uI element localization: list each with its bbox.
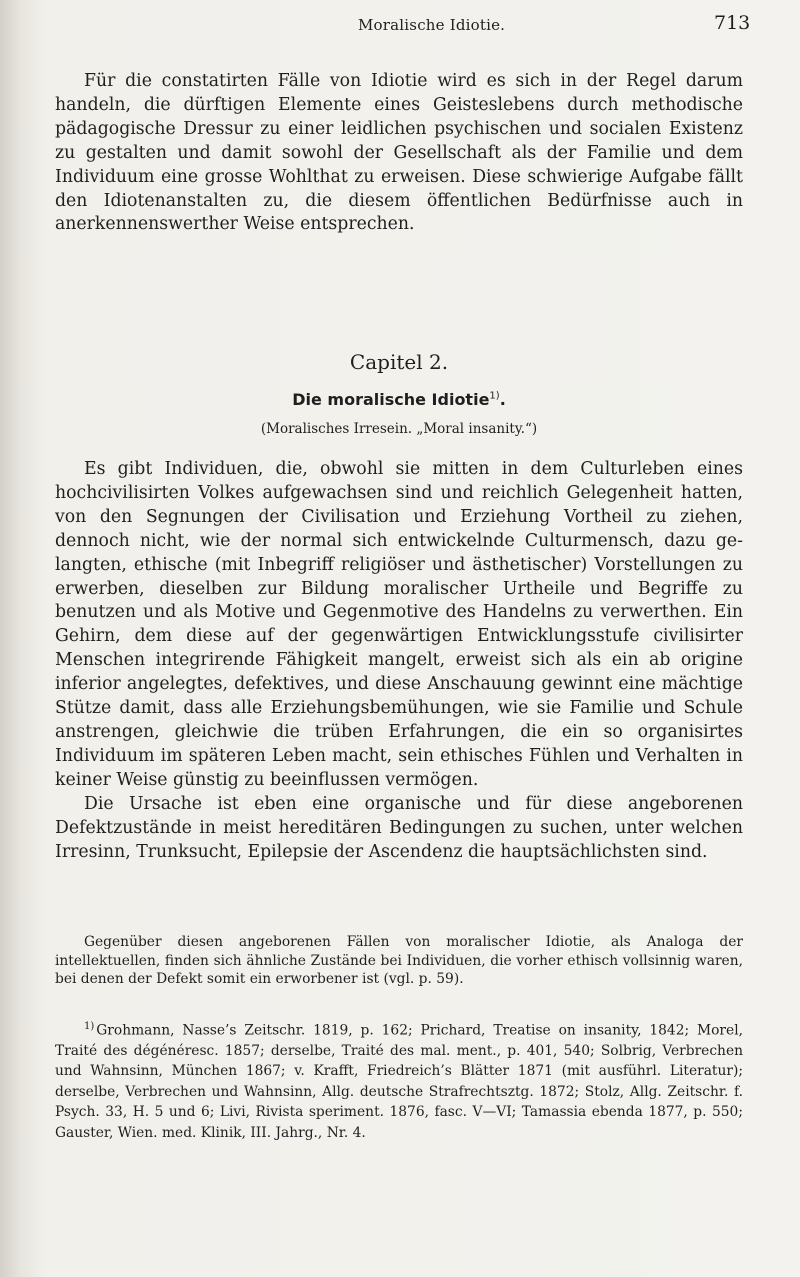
chapter-title-text: Die moralische Idiotie — [292, 390, 490, 409]
running-title: Moralische Idiotie. — [358, 16, 506, 34]
chapter-title: Die moralische Idiotie$^{1)}$. — [292, 390, 506, 409]
footnote-marker: 1) — [84, 1021, 95, 1032]
note-paragraph: Gegenüber diesen angeborenen Fällen von moralischer Idiotie, als Analoga der intellektuellen, finden sich ähnliche Zustände bei Individuen, die vorher ethisch vollsinnig waren, bei denen der Defekt somit ein erworbener ist (vgl. p. 59). — [55, 934, 743, 988]
main-section — [55, 458, 743, 864]
chapter-footnote-ref: 1) — [489, 390, 500, 402]
intro-section — [55, 70, 743, 237]
footnote-paragraph — [55, 1017, 743, 1143]
chapter-heading — [55, 350, 743, 437]
page-header — [0, 10, 800, 40]
intro-paragraph: Für die constatirten Fälle von Idiotie wird es sich in der Regel darum handeln, die dürftigen Elemente eines Geisteslebens durch methodische pädagogische Dressur zu einer leidlichen psychischen und socialen Existenz zu gestalten und damit sowohl der Gesellschaft als der Familie und dem Individuum eine grosse Wohlthat zu erweisen. Diese schwierige Aufgabe fällt den Idiotenanstalten zu, die diesem öffentlichen Bedürfnisse auch in anerkennenswerther Weise entsprechen. — [55, 71, 743, 235]
chapter-label: Capitel 2. — [349, 350, 449, 374]
main-paragraph-1: Es gibt Individuen, die, obwohl sie mitten in dem Culturleben eines hochcivilisirten Volkes aufgewachsen sind und reichlich Gelegenheit hatten, von den Segnungen der Civilisation und Erziehung Vortheil zu ziehen, dennoch nicht, wie der normal sich entwickelnde Culturmensch, dazu gelangten, ethische (mit Inbegriff religiöser und ästhetischer) Vorstellungen zu erwerben, dieselben zur Bildung moralischer Urtheile und Begriffe zu benutzen und als Motive und Gegenmotive des Handelns zu verwerthen. Ein Gehirn, dem diese auf der gegenwärtigen Entwicklungsstufe civilisirter Menschen integrirende Fähigkeit mangelt, erweist sich als ein ab origine inferior angelegtes, defektives, und diese Anschauung gewinnt eine mächtige Stütze damit, dass alle Erziehungsbemühungen, wie sie Familie und Schule anstrengen, gleichwie die trüben Erfahrungen, die ein so organisirtes Individuum im späteren Leben macht, sein ethisches Fühlen und Verhalten in keiner Weise günstig zu beeinflussen vermögen. — [55, 459, 743, 790]
chapter-subtitle: (Moralisches Irresein. „Moral insanity.“) — [260, 421, 538, 437]
page-number: 713 — [714, 12, 751, 34]
main-paragraph-2: Die Ursache ist eben eine organische und für diese angeborenen Defektzustände in meist hereditären Bedingungen zu suchen, unter welchen Irresinn, Trunksucht, Epilepsie der Ascendenz die hauptsächlichsten sind. — [55, 793, 743, 862]
footnote-section — [55, 1017, 743, 1143]
note-section — [55, 933, 743, 989]
footnote-text: Grohmann, Nasse’s Zeitschr. 1819, p. 162; Prichard, Treatise on insanity, 1842; Morel, Traité des dégénéresc. 1857; derselbe, Traité des mal. ment., p. 401, 540; Solbrig, Verbrechen und Wahnsinn, München 1867; v. Krafft, Friedreich’s Blätter 1871 (mit ausführl. Literatur); derselbe, Verbrechen und Wahnsinn, Allg. deutsche Strafrechtsztg. 1872; Stolz, Allg. Zeitschr. f. Psych. 33, H. 5 und 6; Livi, Rivista speriment. 1876, fasc. V—VI; Tamassia ebenda 1877, p. 550; Gauster, Wien. med. Klinik, III. Jahrg., Nr. 4. — [55, 1022, 743, 1141]
